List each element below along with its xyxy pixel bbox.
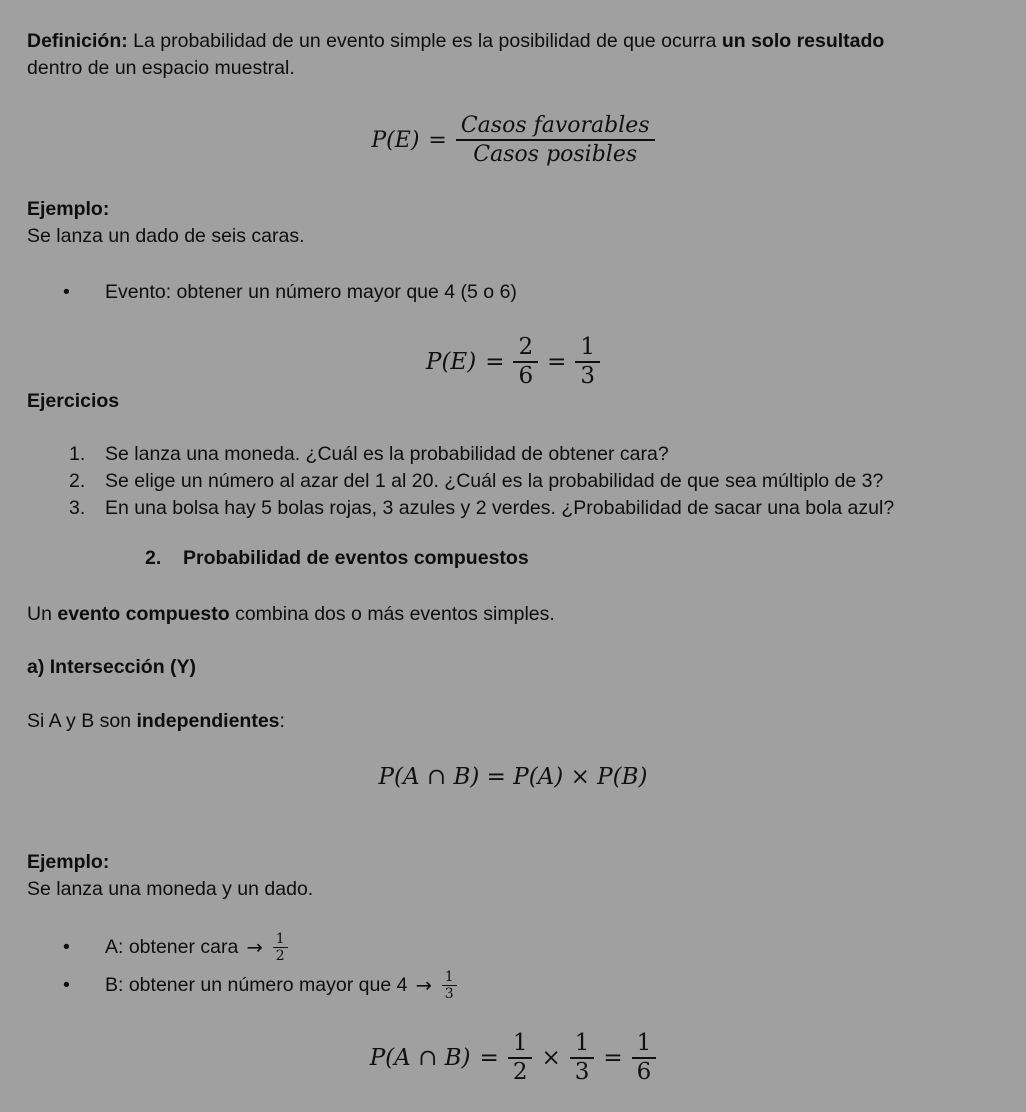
fraction-denominator: 3 <box>580 363 596 389</box>
example1-text: Se lanza un dado de seis caras. <box>27 225 305 247</box>
equals-sign: = <box>485 349 505 375</box>
bullet-dot-icon: • <box>63 281 70 303</box>
times-sign: × <box>541 1045 561 1071</box>
formula-lhs: P(A ∩ B) <box>369 1045 471 1071</box>
fraction-numerator: 1 <box>273 931 288 948</box>
exercises-title: Ejercicios <box>27 390 120 412</box>
fraction-denominator: Casos posibles <box>473 142 638 167</box>
fraction-numerator: 1 <box>442 969 457 986</box>
formula-simple-probability <box>0 112 1026 168</box>
fraction-denominator: 6 <box>636 1059 652 1085</box>
fraction-1-2 <box>508 1030 533 1086</box>
section2-number: 2. <box>145 547 162 569</box>
fraction-1-3 <box>575 334 600 390</box>
equals-sign: = <box>603 1045 623 1071</box>
exercise-item <box>69 468 883 495</box>
formula-lhs: P(E) <box>425 349 477 375</box>
section2-title: Probabilidad de eventos compuestos <box>183 547 529 569</box>
exercise-item <box>69 441 669 468</box>
fraction-numerator: 1 <box>632 1030 657 1059</box>
fraction-denominator: 2 <box>512 1059 528 1085</box>
formula-intersection <box>0 764 1026 790</box>
formula-example2 <box>0 1030 1026 1086</box>
fraction-denominator: 2 <box>275 947 285 964</box>
exercise-text: Se lanza una moneda. ¿Cuál es la probabilidad de obtener cara? <box>105 443 669 465</box>
exercise-text: Se elige un número al azar del 1 al 20. ¿Cuál es la probabilidad de que sea múltiplo de 3? <box>105 470 884 492</box>
example2-label: Ejemplo: <box>27 851 110 873</box>
compound-intro-pre: Un <box>27 603 58 625</box>
fraction-numerator: 1 <box>570 1030 595 1059</box>
fraction-1-3 <box>442 969 457 1002</box>
formula-example1 <box>0 334 1026 390</box>
definition-line2: dentro de un espacio muestral. <box>27 57 295 79</box>
exercise-number: 3. <box>69 497 86 519</box>
fraction-denominator: 3 <box>574 1059 590 1085</box>
fraction-denominator: 3 <box>444 985 454 1002</box>
equals-sign: = <box>547 349 567 375</box>
exercise-number: 2. <box>69 470 86 492</box>
equals-sign: = <box>479 1045 499 1071</box>
bullet-dot-icon: • <box>63 973 70 996</box>
exercise-item <box>69 495 894 522</box>
equals-sign: = <box>428 127 447 153</box>
example1-label: Ejemplo: <box>27 198 110 220</box>
condition-pre: Si A y B son <box>27 710 137 732</box>
definition-paragraph <box>27 28 884 82</box>
compound-intro <box>27 601 555 628</box>
bullet-a-text: A: obtener cara <box>105 935 239 958</box>
exercise-text: En una bolsa hay 5 bolas rojas, 3 azules y 2 verdes. ¿Probabilidad de sacar una bola azul? <box>105 497 895 519</box>
exercise-number: 1. <box>69 443 86 465</box>
definition-label: Definición: <box>27 30 128 52</box>
formula-text: P(A ∩ B) = P(A) × P(B) <box>378 764 648 790</box>
subsection-intersection: a) Intersección (Y) <box>27 656 197 678</box>
fraction-2-6 <box>513 334 538 390</box>
compound-intro-bold: evento compuesto <box>57 603 230 625</box>
fraction-numerator: 1 <box>508 1030 533 1059</box>
condition-bold: independientes <box>136 710 280 732</box>
fraction-favorables-posibles <box>456 112 655 168</box>
fraction-numerator: 1 <box>575 334 600 363</box>
right-arrow-icon: → <box>246 935 263 959</box>
example1-bullet-item <box>63 279 517 306</box>
bullet-dot-icon: • <box>63 935 70 958</box>
definition-highlight: un solo resultado <box>721 30 885 52</box>
example1-bullet-text: Evento: obtener un número mayor que 4 (5 o 6) <box>105 281 517 303</box>
fraction-1-6 <box>632 1030 657 1086</box>
example2-bullet-b <box>63 961 457 1009</box>
definition-line1 <box>27 28 884 55</box>
fraction-numerator: Casos favorables <box>456 112 655 141</box>
fraction-numerator: 2 <box>513 334 538 363</box>
compound-intro-post: combina dos o más eventos simples. <box>229 603 555 625</box>
fraction-denominator: 6 <box>518 363 534 389</box>
bullet-b-text: B: obtener un número mayor que 4 <box>105 973 408 996</box>
right-arrow-icon: → <box>415 973 432 997</box>
independence-condition <box>27 708 285 735</box>
condition-post: : <box>279 710 285 732</box>
formula-lhs: P(E) <box>371 127 420 153</box>
fraction-1-2 <box>273 931 288 964</box>
fraction-1-3 <box>570 1030 595 1086</box>
example2-text: Se lanza una moneda y un dado. <box>27 878 314 900</box>
definition-body: La probabilidad de un evento simple es la posibilidad de que ocurra <box>127 30 722 52</box>
section2-heading <box>145 545 529 572</box>
